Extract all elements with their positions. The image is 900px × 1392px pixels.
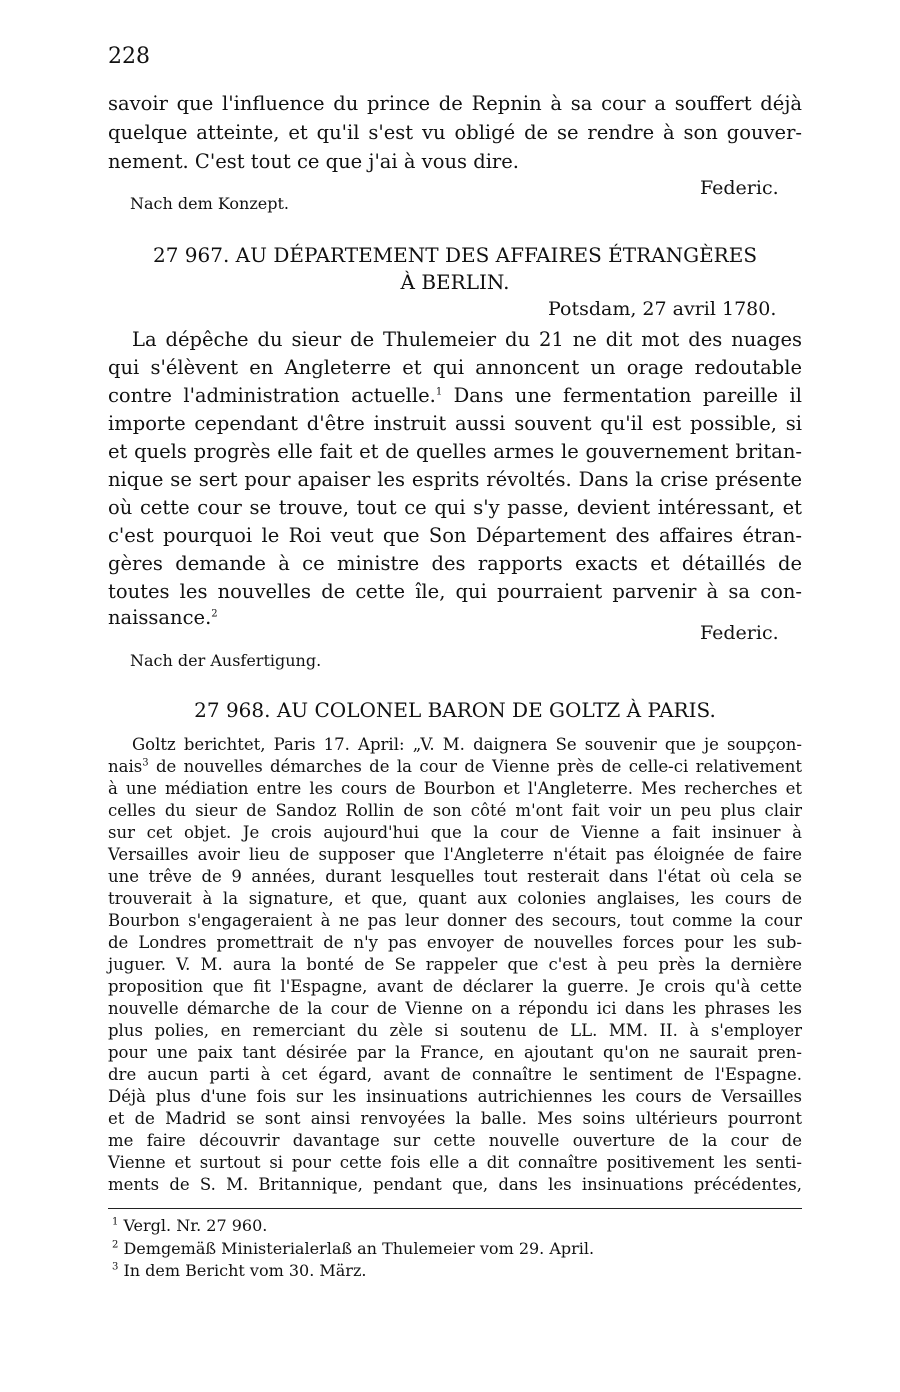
body-line: c'est pourquoi le Roi veut que Son Département des affaires étran- [108, 524, 802, 547]
footnote-text: Demgemäß Ministerialerlaß an Thulemeier vom 29. April. [123, 1239, 595, 1258]
signature: Federic. [700, 177, 779, 199]
dateline: Potsdam, 27 avril 1780. [548, 298, 777, 320]
report-line: Goltz berichtet, Paris 17. April: „V. M. daignera Se souvenir que je soupçon- [132, 735, 802, 754]
body-text: naissance. [108, 606, 212, 629]
body-line: qui s'élèvent en Angleterre et qui annoncent un orage redoutable [108, 356, 802, 379]
footnote-mark: 2 [112, 1239, 119, 1251]
report-line: Vienne et surtout si pour cette fois elle a dit connaître positivement les senti- [108, 1153, 802, 1172]
footnote-marker: 3 [142, 757, 149, 769]
footnote-divider [108, 1208, 802, 1209]
body-line: toutes les nouvelles de cette île, qui pourraient parvenir à sa con- [108, 580, 802, 603]
report-line: trouverait à la signature, et que, quant aux colonies anglaises, les cours de [108, 889, 802, 908]
report-line: ments de S. M. Britannique, pendant que, dans les insinuations précédentes, [108, 1175, 802, 1194]
body-line: La dépêche du sieur de Thulemeier du 21 ne dit mot des nuages [132, 328, 802, 351]
report-text: de nouvelles démarches de la cour de Vienne près de celle-ci relativement [148, 757, 802, 776]
letter-heading: 27 967. AU DÉPARTEMENT DES AFFAIRES ÉTRANGÈRES [152, 243, 758, 267]
report-line: Déjà plus d'une fois sur les insinuations autrichiennes les cours de Versailles [108, 1087, 802, 1106]
body-line: savoir que l'influence du prince de Repnin à sa cour a souffert déjà [108, 92, 802, 115]
report-line: pour une paix tant désirée par la France, en ajoutant qu'on ne saurait pren- [108, 1043, 802, 1062]
body-line: quelque atteinte, et qu'il s'est vu obligé de se rendre à son gouver- [108, 121, 802, 144]
report-line: sur cet objet. Je crois aujourd'hui que la cour de Vienne a fait insinuer à [108, 823, 802, 842]
source-note: Nach der Ausfertigung. [130, 651, 322, 670]
body-line: importe cependant d'être instruit aussi souvent qu'il est possible, si [108, 412, 802, 435]
page-number: 228 [108, 44, 150, 69]
footnote-text: Vergl. Nr. 27 960. [123, 1216, 268, 1235]
footnote [112, 1239, 594, 1258]
source-note: Nach dem Konzept. [130, 194, 289, 213]
report-line: dre aucun parti à cet égard, avant de connaître le sentiment de l'Espagne. [108, 1065, 802, 1084]
body-line: nement. C'est tout ce que j'ai à vous dire. [108, 150, 519, 173]
report-line: une trêve de 9 années, durant lesquelles tout resterait dans l'état où cela se [108, 867, 802, 886]
body-text: Dans une fermentation pareille il [442, 384, 802, 407]
footnote-marker: 1 [435, 386, 443, 398]
report-line: celles du sieur de Sandoz Rollin de son côté m'ont fait voir un peu plus clair [108, 801, 802, 820]
footnote-marker: 2 [211, 608, 218, 620]
report-line: de Londres promettrait de n'y pas envoyer de nouvelles forces pour les sub- [108, 933, 802, 952]
report-line: et de Madrid se sont ainsi renvoyées la balle. Mes soins ultérieurs pourront [108, 1109, 802, 1128]
footnote [112, 1261, 366, 1280]
body-line: où cette cour se trouve, tout ce qui s'y passe, devient intéressant, et [108, 496, 802, 519]
footnote-text: In dem Bericht vom 30. März. [123, 1261, 367, 1280]
footnote-mark: 3 [112, 1261, 119, 1273]
signature: Federic. [700, 622, 779, 644]
body-line: nique se sert pour apaiser les esprits révoltés. Dans la crise présente [108, 468, 802, 491]
report-line: juguer. V. M. aura la bonté de Se rappeler que c'est à peu près la dernière [108, 955, 802, 974]
body-line: et quels progrès elle fait et de quelles armes le gouvernement britan- [108, 440, 802, 463]
report-line: me faire découvrir davantage sur cette nouvelle ouverture de la cour de [108, 1131, 802, 1150]
report-line: plus polies, en remerciant du zèle si soutenu de LL. MM. II. à s'employer [108, 1021, 802, 1040]
report-line: proposition que fit l'Espagne, avant de déclarer la guerre. Je crois qu'à cette [108, 977, 802, 996]
body-text: contre l'administration actuelle. [108, 384, 436, 407]
report-line [108, 757, 802, 776]
report-line: Bourbon s'engageraient à ne pas leur donner des secours, tout comme la cour [108, 911, 802, 930]
report-line: Versailles avoir lieu de supposer que l'Angleterre n'était pas éloignée de faire [108, 845, 802, 864]
report-line: à une médiation entre les cours de Bourbon et l'Angleterre. Mes recherches et [108, 779, 802, 798]
letter-heading: 27 968. AU COLONEL BARON DE GOLTZ À PARIS. [194, 698, 716, 722]
body-line [108, 384, 802, 407]
body-line: gères demande à ce ministre des rapports exacts et détaillés de [108, 552, 802, 575]
footnote [112, 1216, 267, 1235]
footnote-mark: 1 [112, 1216, 119, 1228]
report-text: nais [108, 757, 143, 776]
letter-heading-continued: À BERLIN. [400, 270, 510, 294]
body-line [108, 606, 802, 629]
report-line: nouvelle démarche de la cour de Vienne on a répondu ici dans les phrases les [108, 999, 802, 1018]
